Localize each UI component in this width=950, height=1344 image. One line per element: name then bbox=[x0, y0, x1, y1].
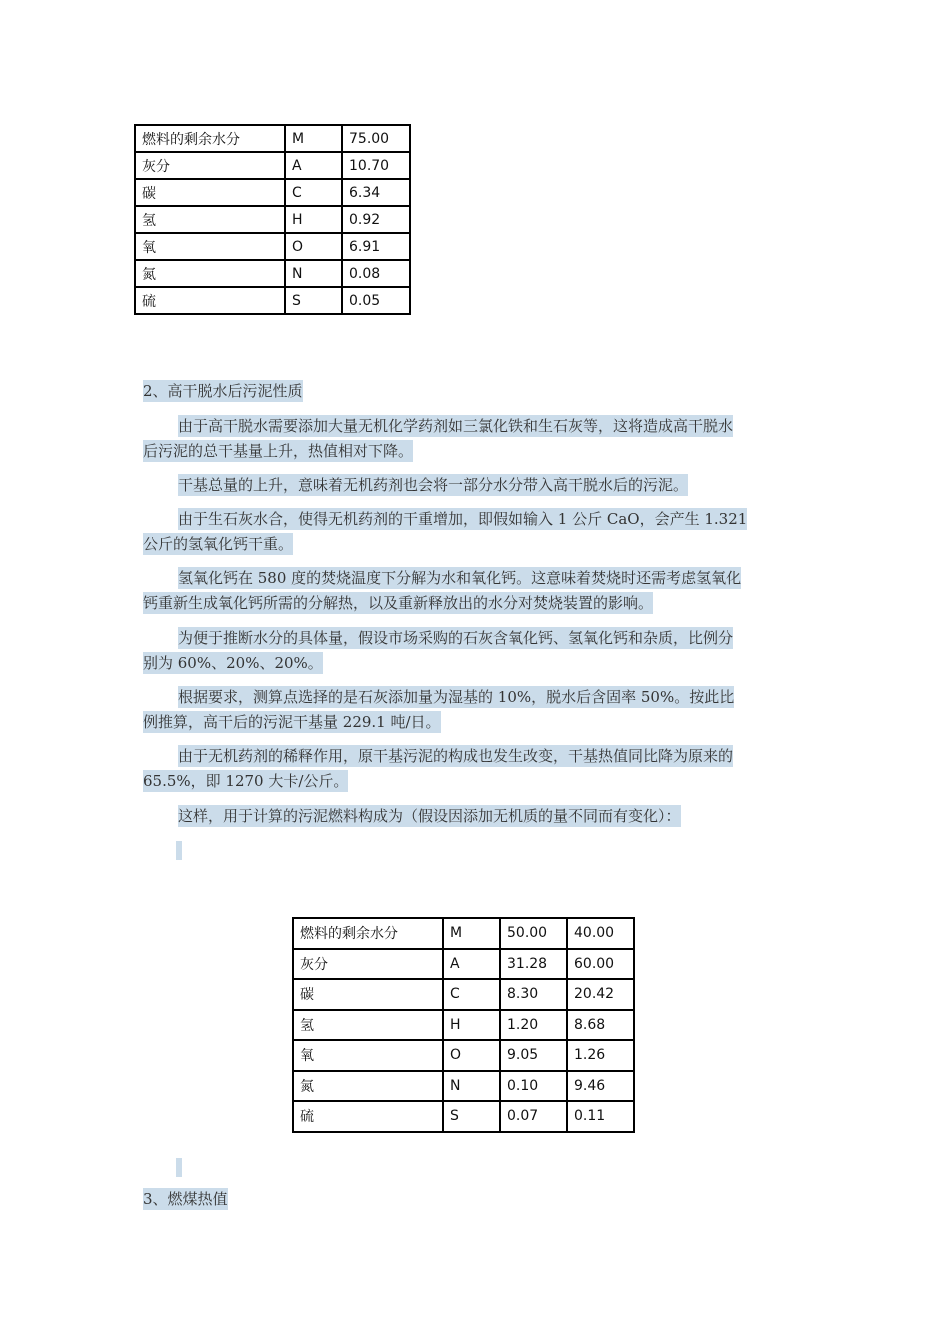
table-cell: 氧 bbox=[135, 233, 285, 260]
table-row bbox=[293, 1101, 634, 1132]
table-row bbox=[135, 152, 410, 179]
table-row bbox=[293, 979, 634, 1010]
table-cell: C bbox=[443, 979, 500, 1010]
table-cell: M bbox=[285, 125, 342, 152]
paragraph-line: 为便于推断水分的具体量，假设市场采购的石灰含氧化钙、氢氧化钙和杂质，比例分 bbox=[178, 629, 734, 647]
table-cell: A bbox=[443, 949, 500, 980]
table-cell: M bbox=[443, 918, 500, 949]
table-row bbox=[135, 260, 410, 287]
table-cell: 0.11 bbox=[567, 1101, 634, 1132]
table-cell: 1.26 bbox=[567, 1040, 634, 1071]
paragraph-line: 干基总量的上升，意味着无机药剂也会将一部分水分带入高干脱水后的污泥。 bbox=[178, 476, 689, 494]
section-2-heading: 2、高干脱水后污泥性质 bbox=[143, 382, 303, 400]
paragraph-line: 由于无机药剂的稀释作用，原干基污泥的构成也发生改变，干基热值同比降为原来的 bbox=[178, 747, 734, 765]
table-cell: N bbox=[443, 1071, 500, 1102]
table-cell: 75.00 bbox=[342, 125, 410, 152]
table-row bbox=[293, 1071, 634, 1102]
fuel-composition-table-1 bbox=[134, 124, 411, 315]
table-cell: 1.20 bbox=[500, 1010, 567, 1041]
table-cell: 10.70 bbox=[342, 152, 410, 179]
paragraph-line: 例推算，高干后的污泥干基量 229.1 吨/日。 bbox=[143, 713, 441, 731]
table-row bbox=[135, 233, 410, 260]
table-cell: 60.00 bbox=[567, 949, 634, 980]
table-cell: 0.05 bbox=[342, 287, 410, 314]
table-row bbox=[293, 1010, 634, 1041]
table-cell: 硫 bbox=[135, 287, 285, 314]
table-cell: 灰分 bbox=[293, 949, 443, 980]
table-cell: 燃料的剩余水分 bbox=[135, 125, 285, 152]
table-cell: O bbox=[443, 1040, 500, 1071]
table-row bbox=[293, 949, 634, 980]
table-cell: 硫 bbox=[293, 1101, 443, 1132]
section-3-heading: 3、燃煤热值 bbox=[143, 1190, 228, 1208]
table-row bbox=[135, 287, 410, 314]
table-cell: 灰分 bbox=[135, 152, 285, 179]
table-cell: 6.91 bbox=[342, 233, 410, 260]
paragraph-line: 氢氧化钙在 580 度的焚烧温度下分解为水和氧化钙。这意味着焚烧时还需考虑氢氧化 bbox=[178, 569, 742, 587]
table-cell: 20.42 bbox=[567, 979, 634, 1010]
table-row bbox=[293, 1040, 634, 1071]
paragraph-line: 65.5%，即 1270 大卡/公斤。 bbox=[143, 772, 349, 790]
table-cell: A bbox=[285, 152, 342, 179]
fuel-composition-table-2 bbox=[292, 917, 635, 1133]
paragraph-line: 钙重新生成氧化钙所需的分解热，以及重新释放出的水分对焚烧装置的影响。 bbox=[143, 594, 654, 612]
paragraph-line: 公斤的氢氧化钙干重。 bbox=[143, 535, 294, 553]
table-cell: H bbox=[443, 1010, 500, 1041]
table-cell: 0.08 bbox=[342, 260, 410, 287]
table-cell: 氢 bbox=[135, 206, 285, 233]
table-cell: O bbox=[285, 233, 342, 260]
table-cell: 8.68 bbox=[567, 1010, 634, 1041]
table-cell: 碳 bbox=[135, 179, 285, 206]
paragraph-line: 这样，用于计算的污泥燃料构成为（假设因添加无机质的量不同而有变化）： bbox=[178, 807, 681, 825]
table-cell: 8.30 bbox=[500, 979, 567, 1010]
table-cell: 碳 bbox=[293, 979, 443, 1010]
paragraph-line: 由于生石灰水合，使得无机药剂的干重增加，即假如输入 1 公斤 CaO，会产生 1.321 bbox=[178, 510, 748, 528]
table-cell: S bbox=[443, 1101, 500, 1132]
table-row bbox=[135, 206, 410, 233]
table-row bbox=[135, 125, 410, 152]
paragraph-line: 由于高干脱水需要添加大量无机化学药剂如三氯化铁和生石灰等，这将造成高干脱水 bbox=[178, 417, 734, 435]
table-cell: S bbox=[285, 287, 342, 314]
table-cell: 燃料的剩余水分 bbox=[293, 918, 443, 949]
table-cell: 6.34 bbox=[342, 179, 410, 206]
table-cell: 0.10 bbox=[500, 1071, 567, 1102]
table-cell: 氮 bbox=[135, 260, 285, 287]
table-cell: H bbox=[285, 206, 342, 233]
table-cell: 氢 bbox=[293, 1010, 443, 1041]
table-cell: 0.92 bbox=[342, 206, 410, 233]
table-cell: 50.00 bbox=[500, 918, 567, 949]
table-cell: 40.00 bbox=[567, 918, 634, 949]
empty-paragraph-marker bbox=[176, 1158, 182, 1177]
table-row bbox=[293, 918, 634, 949]
table-cell: 氧 bbox=[293, 1040, 443, 1071]
table-cell: 9.05 bbox=[500, 1040, 567, 1071]
table-cell: 0.07 bbox=[500, 1101, 567, 1132]
table-cell: 氮 bbox=[293, 1071, 443, 1102]
table-row bbox=[135, 179, 410, 206]
paragraph-line: 根据要求，测算点选择的是石灰添加量为湿基的 10%，脱水后含固率 50%。按此比 bbox=[178, 688, 735, 706]
table-cell: N bbox=[285, 260, 342, 287]
paragraph-line: 后污泥的总干基量上升，热值相对下降。 bbox=[143, 442, 414, 460]
empty-paragraph-marker bbox=[176, 841, 182, 860]
table-cell: 9.46 bbox=[567, 1071, 634, 1102]
paragraph-line: 别为 60%、20%、20%。 bbox=[143, 654, 323, 672]
table-cell: 31.28 bbox=[500, 949, 567, 980]
table-cell: C bbox=[285, 179, 342, 206]
